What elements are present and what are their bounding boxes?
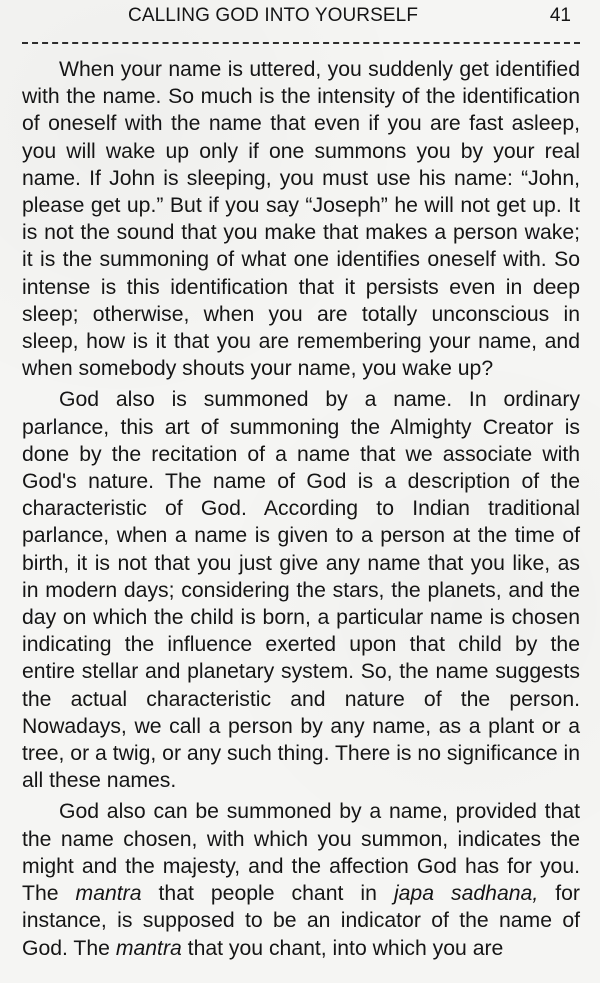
- body-text: [22, 56, 580, 962]
- paragraph-text-part: God also can be summoned by a name, provided that the name chosen, with which you summon, indicates the might and the majesty, and the affection God has for you. The: [22, 800, 580, 906]
- italic-term-japa-sadhana: japa sadhana,: [393, 882, 539, 906]
- paragraph-name-identification: When your name is uttered, you suddenly get identified with the name. So much is the intensity of the identification of oneself with the name that even if you are fast asleep, you will wake up only if one summons you by your real name. If John is sleeping, you must use his name: “John, please get up.” But if you say “Joseph” he will not get up. It is not the sound that you make that makes a person wake; it is the summoning of what one identifies oneself with. So intense is this identification that it persists even in deep sleep; otherwise, when you are totally unconscious in sleep, how is it that you are remembering your name, and when somebody shouts your name, you wake up?: [22, 58, 580, 381]
- paragraph-text-part: that people chant in: [141, 882, 394, 906]
- italic-term-mantra: mantra: [115, 936, 182, 960]
- italic-term-mantra: mantra: [75, 882, 142, 906]
- paragraph-mantra-name: [22, 798, 580, 961]
- running-title: CALLING GOD INTO YOURSELF: [128, 5, 419, 26]
- page-header: [22, 0, 580, 36]
- page-number: 41: [549, 5, 571, 26]
- paragraph-text-part: for instance, is supposed to be an indicator of the name of God. The: [22, 882, 580, 960]
- paragraph-text-part: that you chant, into which you are: [181, 936, 504, 960]
- paragraph-summoned-by-name: God also is summoned by a name. In ordinary parlance, this art of summoning the Almighty Creator is done by the recitation of a name that we associate with God's nature. The name of God is a description of the characteristic of God. According to Indian traditional parlance, when a name is given to a person at the time of birth, it is not that you just give any name that you like, as in modern days; considering the stars, the planets, and the day on which the child is born, a particular name is chosen indicating the influence exerted upon that child by the entire stellar and planetary system. So, the name suggests the actual characteristic and nature of the person. Nowadays, we call a person by any name, as a plant or a tree, or a twig, or any such thing. There is no significance in all these names.: [22, 388, 580, 793]
- header-dashed-rule: [22, 42, 580, 44]
